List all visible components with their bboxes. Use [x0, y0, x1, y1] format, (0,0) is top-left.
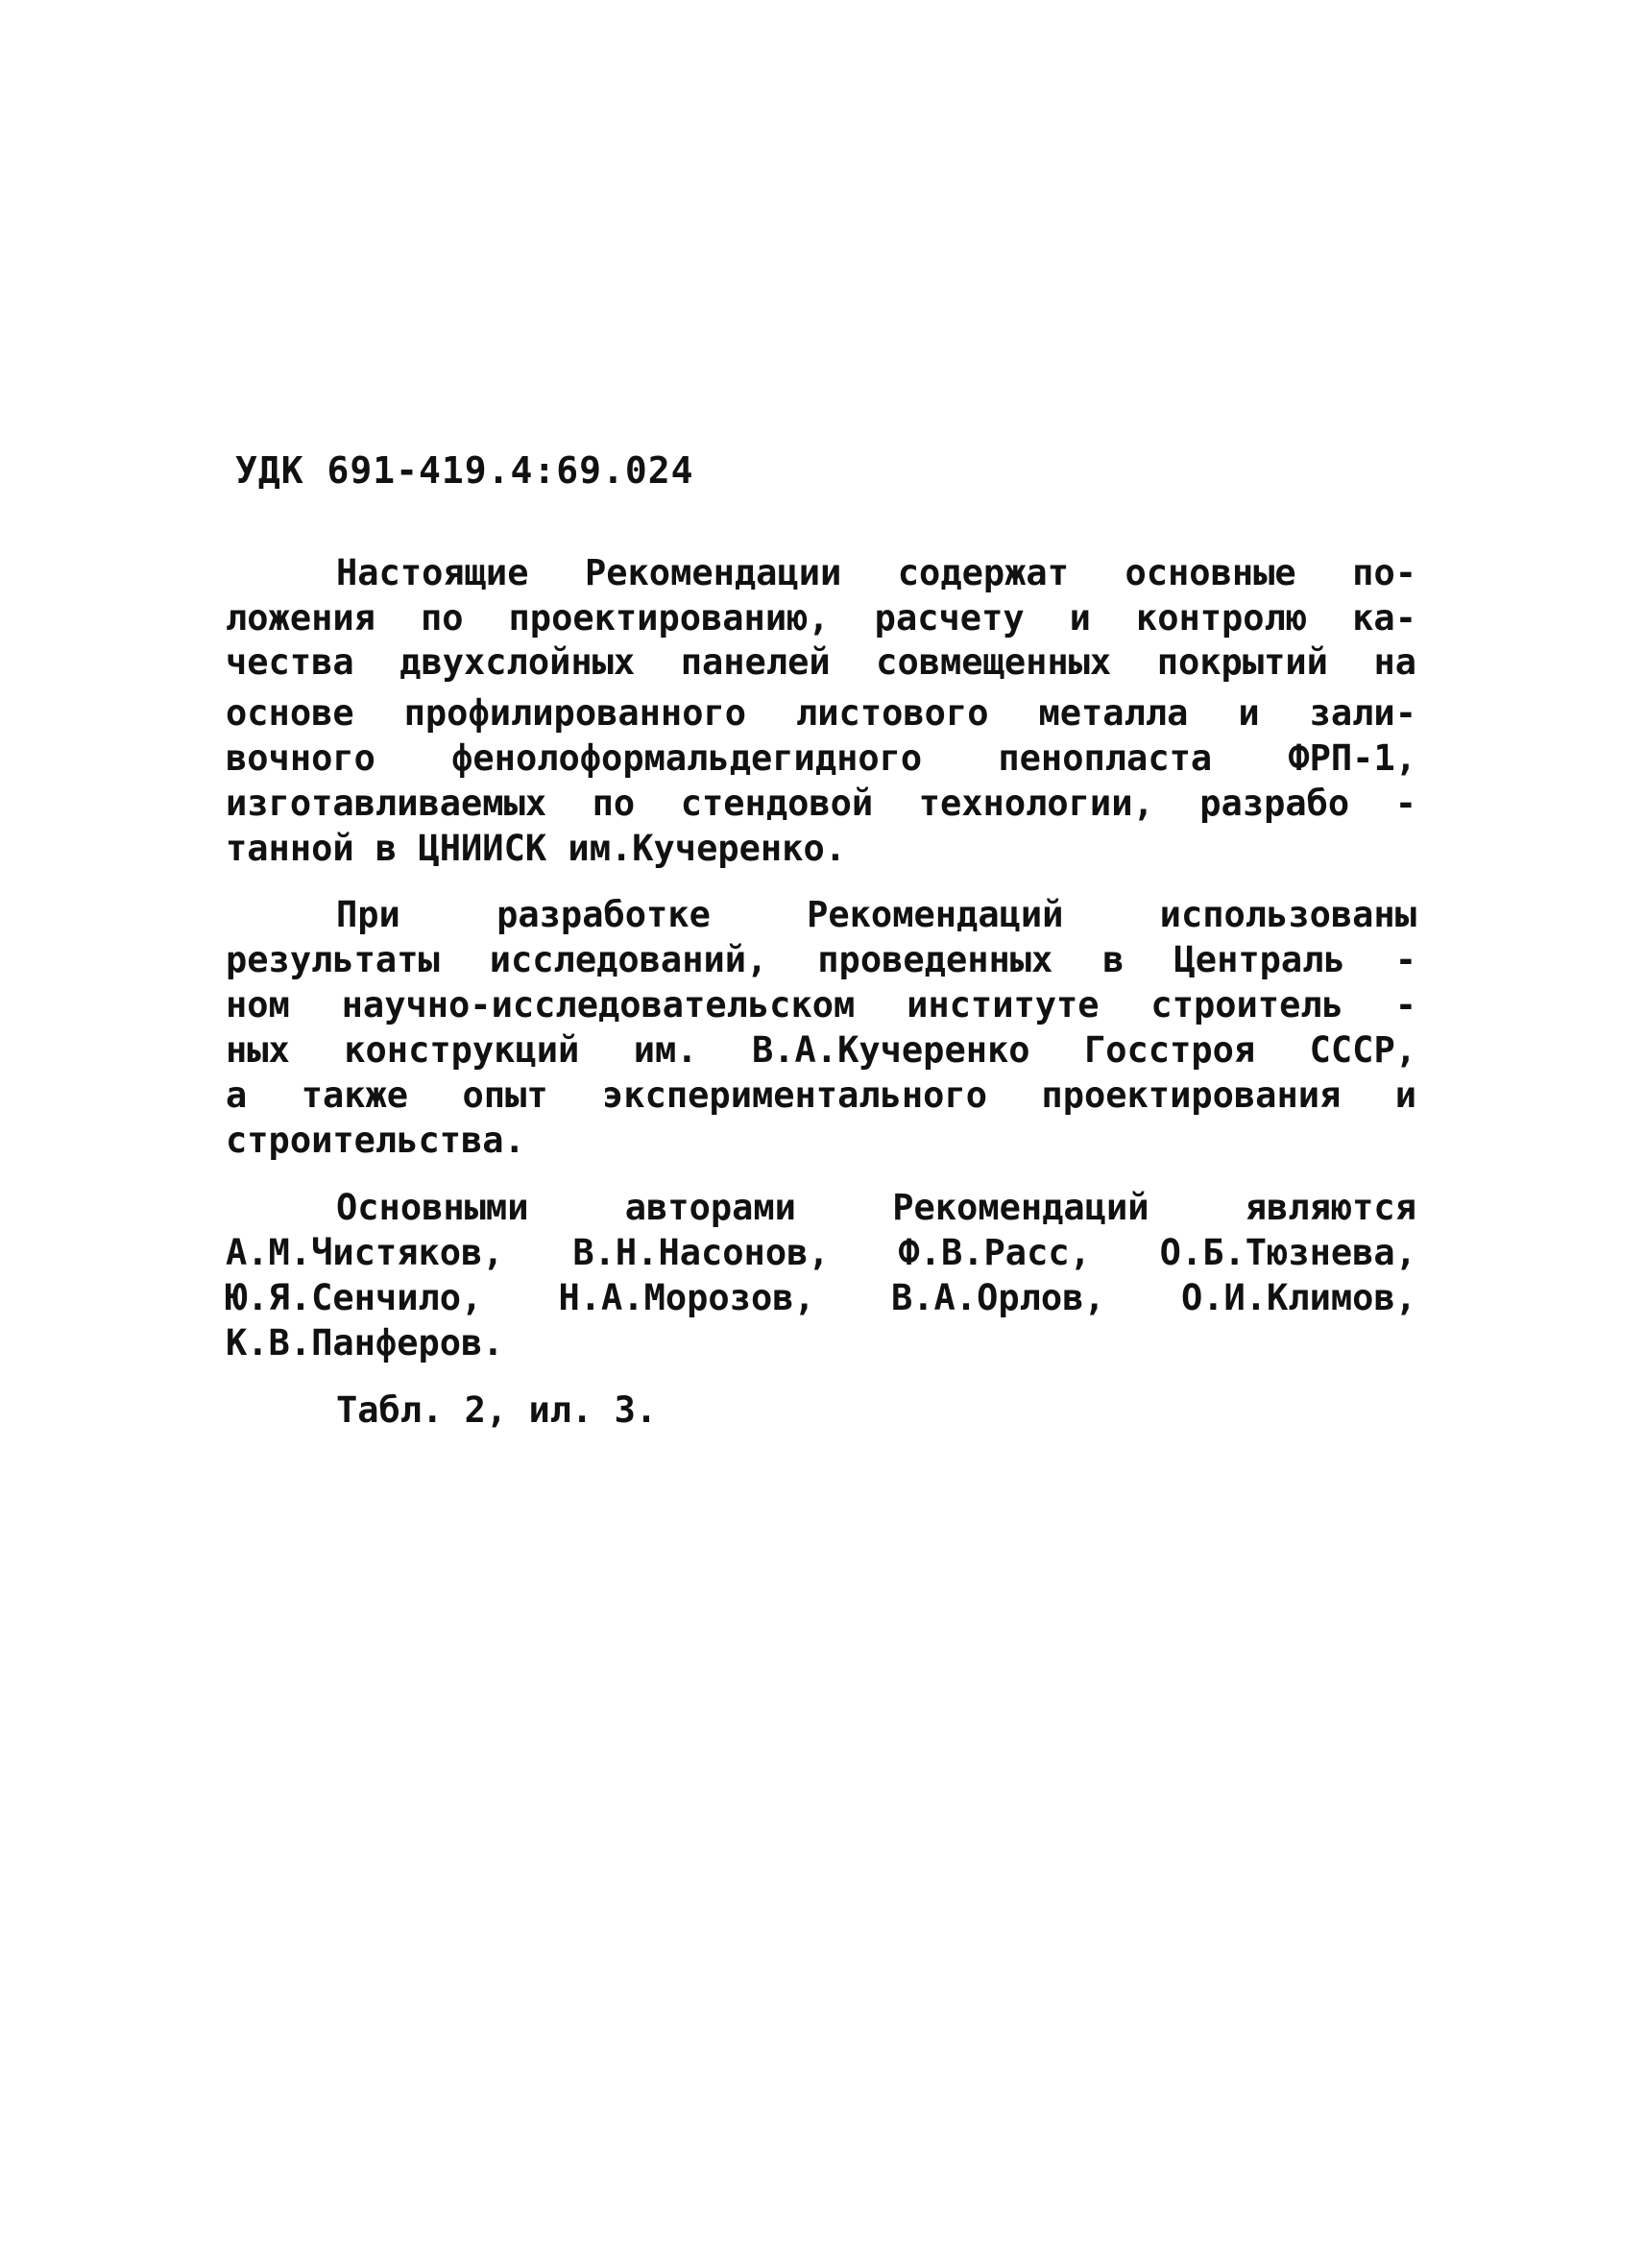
paragraph1-line4: основе профилированного листового металла и зали-	[226, 692, 1416, 734]
udk-code: УДК 691-419.4:69.024	[235, 449, 694, 492]
paragraph1-line6: изготавливаемых по стендовой технологии, разрабо -	[226, 783, 1416, 824]
paragraph1-line7: танной в ЦНИИСК им.Кучеренко.	[226, 828, 847, 869]
paragraph2-line4: ных конструкций им. В.А.Кучеренко Госстроя СССР,	[226, 1029, 1416, 1071]
paragraph1-line2: ложения по проектированию, расчету и контролю ка-	[226, 597, 1416, 639]
tables-illustrations-note: Табл. 2, ил. 3.	[336, 1389, 658, 1431]
paragraph3-line3: Ю.Я.Сенчило, Н.А.Морозов, В.А.Орлов, О.И.Климов,	[226, 1277, 1416, 1318]
paragraph1-line1: Настоящие Рекомендации содержат основные по-	[336, 552, 1416, 593]
paragraph3-line1: Основными авторами Рекомендаций являются	[336, 1187, 1416, 1228]
paragraph1-line3: чества двухслойных панелей совмещенных покрытий на	[226, 641, 1416, 683]
paragraph2-line3: ном научно-исследовательском институте строитель -	[226, 984, 1416, 1025]
paragraph2-line1: При разработке Рекомендаций использованы	[336, 894, 1416, 935]
paragraph2-line2: результаты исследований, проведенных в Централь -	[226, 939, 1416, 980]
paragraph2-line5: а также опыт экспериментального проектирования и	[226, 1074, 1416, 1116]
paragraph3-line2: А.М.Чистяков, В.Н.Насонов, Ф.В.Расс, О.Б.Тюзнева,	[226, 1232, 1416, 1273]
paragraph3-line4: К.В.Панферов.	[226, 1322, 504, 1363]
paragraph1-line5: вочного фенолоформальдегидного пенопласта ФРП-1,	[226, 737, 1416, 779]
paragraph2-line6: строительства.	[226, 1120, 525, 1161]
